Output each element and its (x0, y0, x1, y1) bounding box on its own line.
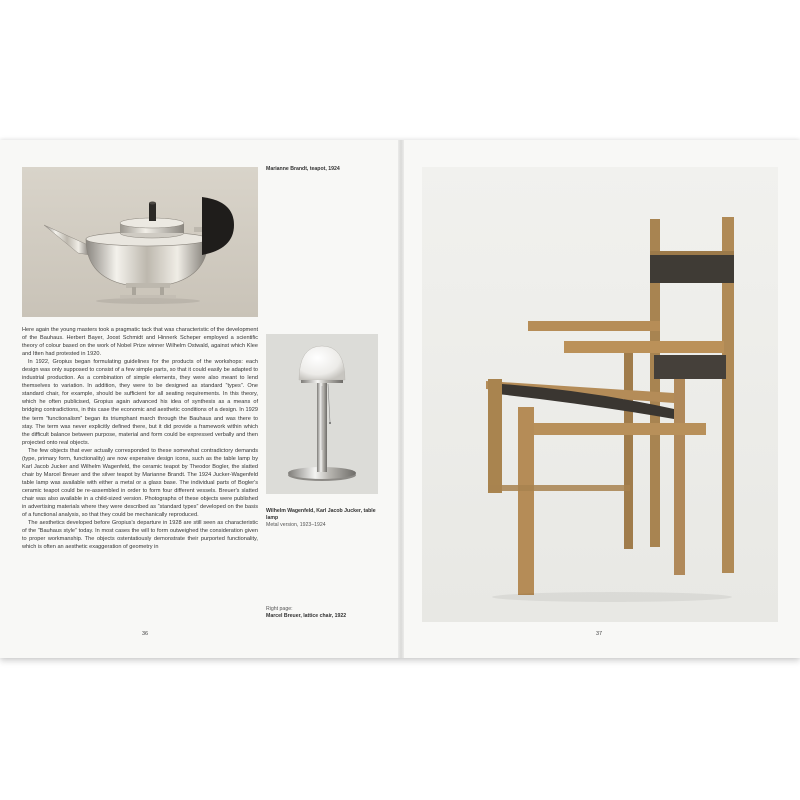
lamp-caption-subtitle: Metal version, 1923–1924 (266, 522, 326, 528)
lamp-caption (266, 508, 378, 529)
lamp-caption-title: Wilhelm Wagenfeld, Karl Jacob Jucker, table lamp (266, 508, 376, 521)
teapot-photo (22, 167, 258, 317)
chair-caption (266, 606, 386, 620)
body-paragraph-2: In 1922, Gropius began formulating guidelines for the products of the workshops: each design was only supposed to consist of a few simple parts, so that it could easily be adapted to industrial production. As a combination of simple elements, they were also meant to lend themselves to variation. In addition, they were to be designed as standard “types”. One standard chair, for example, should be sufficient for all seating requirements. In this theory, which he often publicised, Gropius again advanced his idea of synthesis as a means of bridging contradictions, in this case the economic and aesthetic conditions of a design. In 1929 the term “functionalism” began its triumphant march through the Bauhaus and was there to stay. The term was never explicitly defined there, but it did provide a framework within which the difficult balance between purpose, material and form could be expressed verbally and then projected onto real objects. (22, 359, 258, 446)
chair-photo (422, 167, 778, 622)
body-paragraph-3: The few objects that ever actually corresponded to these somewhat contradictory demands (type, primary form, functionality) are now expensive design icons, such as the table lamp by Karl Jacob Jucker and Wilhelm Wagenfeld, the ceramic teapot by Theodor Bogler, the slatted chair by Marcel Breuer and the silver teapot by Marianne Brandt. The 1924 Jucker-Wagenfeld table lamp was available with either a metal or a glass base. The individual parts of Bogler's ceramic teapot could be re-assembled in order to form four different vessels. Breuer's slatted chair was also available in a child-sized version. Photographs of these objects were published in advertising materials where they were described as “standard types” developed on the basis of a functional analysis, so that they could be mechanically reproduced. (22, 447, 258, 519)
chair-caption-label: Right page: (266, 606, 293, 612)
body-paragraph-1: Here again the young masters took a pragmatic tack that was characteristic of the development of the Bauhaus. Herbert Bayer, Joost Schmidt and Hinnerk Scheper employed a scientific theory of colour based on the work of Nobel Prize winner Wilhelm Ostwald, against which Klee and Itten had protested in 1920. (22, 327, 258, 358)
page-number-right: 37 (596, 631, 603, 637)
book-gutter (398, 140, 404, 658)
body-paragraph-4: The aesthetics developed before Gropius's departure in 1928 are still seen as characteristic of the “Bauhaus style” today. In most cases the will to form outweighed the consideration given to proper workmanship. The objects ostentatiously demonstrate their purported functionality, which is often an aesthetic exaggeration of geometry in (22, 520, 258, 551)
teapot-caption (266, 166, 386, 173)
page-number-left: 36 (142, 631, 149, 637)
chair-caption-title: Marcel Breuer, lattice chair, 1922 (266, 613, 347, 619)
lamp-photo (266, 334, 378, 494)
teapot-caption-text: Marianne Brandt, teapot, 1924 (266, 166, 340, 172)
body-text (22, 326, 258, 551)
